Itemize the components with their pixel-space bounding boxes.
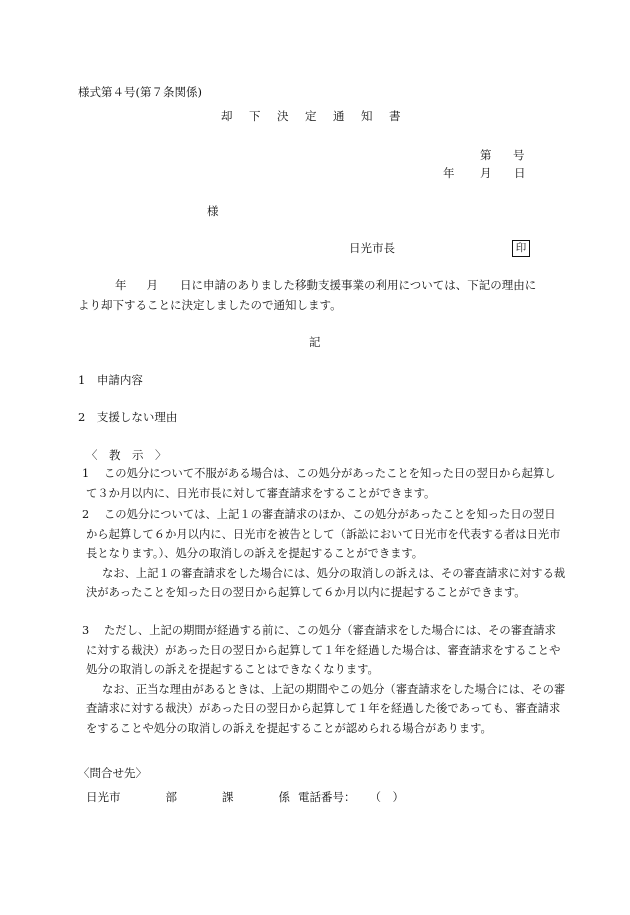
item-text: この処分について不服がある場合は、この処分があったことを知った日の翌日から起算して３か月以内に、日光市長に対して審査請求をすることができます。 [86,467,556,500]
ki-heading: 記 [309,335,321,349]
contact-department: 部 [165,790,177,804]
form-label: 様式第４号(第７条関係) [78,85,202,99]
item-note: なお、上記１の審査請求をした場合には、処分の取消しの訴えは、その審査請求に対する裁決があったことを知った日の翌日から起算して６か月以内に提起することができます。 [86,566,566,599]
instruction-item-2 [82,505,566,603]
intro-line1: 日に申請のありました移動支援事業の利用については、下記の理由に [180,278,537,292]
date-year: 年 [443,166,455,180]
doc-number-prefix: 第 [480,148,492,162]
date-day: 日 [514,166,526,180]
seal-stamp: 印 [512,240,530,257]
item-text: ただし、上記の期間が経過する前に、この処分（審査請求をした場合には、その審査請求に対する裁決）があった日の翌日から起算して１年を経過した場合は、審査請求をすることや処分の取消しの訴えを提起することはできなくなります。 [86,624,561,676]
contact-line [86,792,404,804]
contact-unit: 係 [278,790,290,804]
intro-line2: より却下することに決定しましたので通知します。 [78,298,342,312]
intro-year: 年 [115,278,127,292]
item-number: 2 [82,508,90,521]
item-number: 3 [82,624,90,637]
instruction-heading: 〈 教 示 〉 [86,448,167,462]
contact-phone-label: 電話番号： [298,790,356,804]
title-char: 下 [249,109,261,123]
item-note: なお、正当な理由があるときは、上記の期間やこの処分（審査請求をした場合には、その審査請求に対する裁決）があった日の翌日から起算して１年を経過した後であっても、審査請求をすることや処分の取消しの訴えを提起することが認められる場合があります。 [86,682,566,735]
addressee: 様 [207,204,219,218]
title-char: 通 [333,109,345,123]
title-char: 却 [221,109,233,123]
item-text: この処分については、上記１の審査請求のほか、この処分があったことを知った日の翌日から起算して６か月以内に、日光市を被告として（訴訟において日光市を代表する者は日光市長となります。）、処分の取消しの訴えを提起することができます。 [86,508,561,560]
item-number: 1 [82,467,90,480]
intro-month: 月 [146,278,158,292]
issuer-name: 日光市長 [349,241,395,255]
title-char: 知 [361,109,373,123]
document-title [221,111,417,123]
contact-city: 日光市 [86,790,121,804]
instruction-item-1 [82,464,566,503]
instruction-item-3 [82,621,566,738]
title-char: 書 [389,109,401,123]
title-char: 定 [305,109,317,123]
contact-phone: （ ） [369,790,404,804]
date-month: 月 [480,166,492,180]
intro-paragraph [78,275,558,315]
doc-number-suffix: 号 [513,148,525,162]
title-char: 決 [277,109,289,123]
section-reason: 2 支援しない理由 [78,410,178,424]
section-application-content: 1 申請内容 [78,373,143,387]
contact-section: 課 [222,790,234,804]
contact-heading: 〈問合せ先〉 [78,766,147,780]
